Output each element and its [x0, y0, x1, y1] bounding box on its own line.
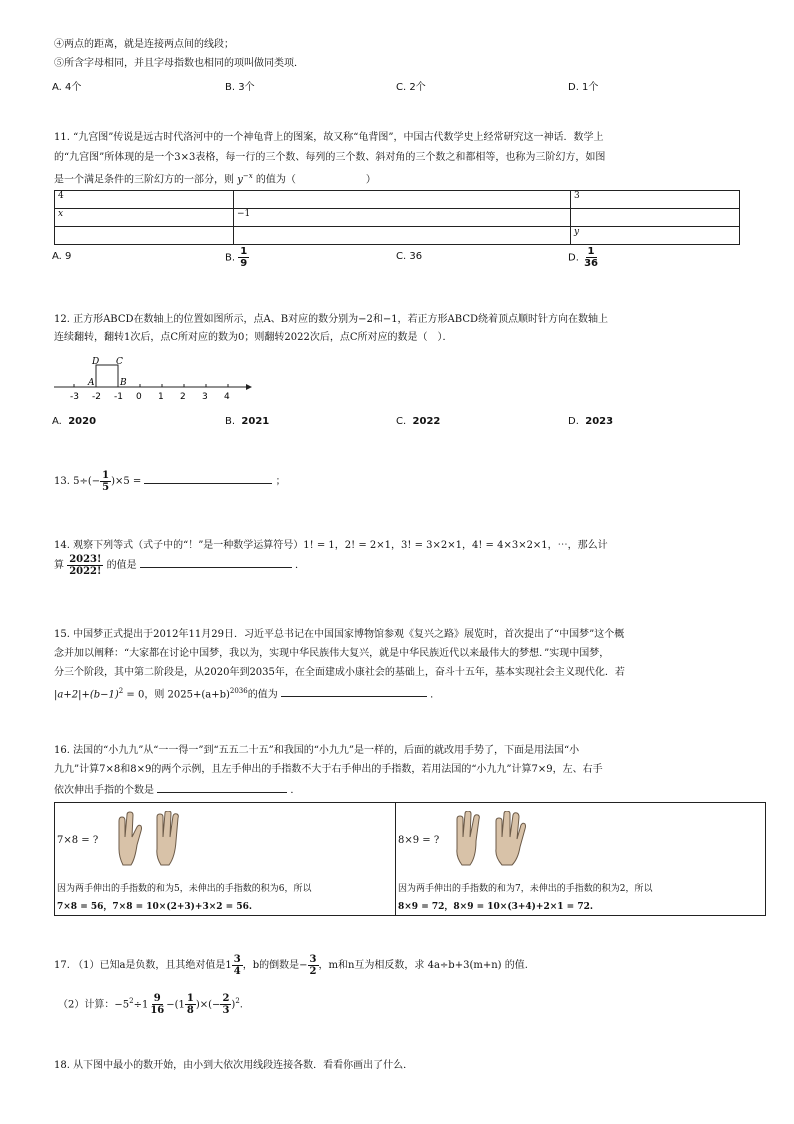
q16-text-line2: 九九”计算7×8和8×9的两个示例，且左手伸出的手指数不大于右手伸出的手指数，若用法国的“小九九”计算7×9，左、右手 — [54, 764, 603, 775]
q17-p1-n2: 3 — [309, 954, 317, 965]
q10-option-c[interactable]: C. 2个 — [396, 82, 426, 93]
q12-label-b: B — [120, 378, 127, 388]
q15-expr-b: = 0，则 2025+(a+b) — [123, 689, 230, 701]
q12-option-b-value: 2021 — [241, 416, 270, 427]
q16-right-explanation-2: 8×9 = 72，8×9 = 10×(3+4)+2×1 = 72. — [398, 902, 593, 912]
q11-option-b-den: 9 — [240, 258, 248, 269]
q11-cell-1-1: −1 — [234, 209, 571, 227]
q11-expr-base: y — [237, 174, 243, 186]
q17-p2-d3: 3 — [222, 1005, 230, 1017]
q15-text-line1: 15. 中国梦正式提出于2012年11月29日．习近平总书记在中国国家博物馆参观《复兴之路》展览时，首次提出了“中国梦”这个概 — [54, 629, 625, 640]
q18-text-line1: 18. 从下图中最小的数开始，由小到大依次用线段连接各数．看看你画出了什么． — [54, 1060, 414, 1071]
q15-end: ． — [430, 689, 441, 701]
q13-suffix: )×5 = — [111, 476, 142, 487]
q11-option-d[interactable] — [568, 246, 600, 269]
q12-tick-label: 3 — [202, 392, 208, 400]
q11-text-line3-b: 的值为（ — [255, 174, 296, 186]
q11-cell-2-1 — [234, 227, 571, 245]
q11-cell-1-2 — [571, 209, 740, 227]
q11-option-d-den: 36 — [584, 258, 598, 269]
q12-tick-label: 0 — [136, 392, 142, 400]
q17-p2-sq2: 2 — [235, 997, 240, 1005]
q12-option-d-label: D. — [568, 416, 579, 427]
hand-icon — [492, 811, 528, 869]
q17-p2-n1: 9 — [153, 993, 161, 1005]
q17-p1-c: ，m和n互为相反数，求 4a÷b+3(m+n) 的值. — [318, 960, 528, 971]
q17-p1-a: 17. （1）已知a是负数，且其绝对值是1 — [54, 960, 232, 971]
q12-tick-label: 4 — [224, 392, 230, 400]
q14-end: ． — [294, 560, 305, 571]
q12-option-a-label: A. — [52, 416, 62, 427]
q14-suffix: 的值是 — [106, 560, 137, 571]
q13-fraction — [100, 470, 111, 493]
hand-icon — [452, 811, 486, 869]
q11-text-line3 — [54, 169, 376, 187]
q10-option-d[interactable]: D. 1个 — [568, 82, 599, 93]
q11-cell-0-1 — [234, 191, 571, 209]
q17-p2-n3: 2 — [222, 993, 230, 1005]
q17-p1-frac2 — [308, 954, 319, 977]
q16-left-explanation-2: 7×8 = 56，7×8 = 10×(2+3)+3×2 = 56. — [57, 902, 252, 912]
q13-end: ； — [275, 476, 286, 487]
q12-axis-arrow — [246, 384, 252, 390]
q17-p1-d2: 2 — [309, 966, 317, 977]
q16-example-right — [396, 803, 765, 915]
q11-option-b[interactable] — [225, 246, 249, 269]
q16-left-equation: 7×8 = ? — [57, 835, 99, 846]
q12-tick-label: -2 — [92, 392, 101, 400]
q17-p2-n2: 1 — [186, 993, 194, 1005]
q16-text-line3 — [54, 781, 300, 798]
q12-option-d-value: 2023 — [585, 416, 614, 427]
q12-option-d[interactable] — [568, 416, 613, 427]
q10-option-b[interactable]: B. 3个 — [225, 82, 255, 93]
q12-option-b-label: B. — [225, 416, 236, 427]
q14-prefix: 算 — [54, 560, 64, 571]
q11-option-a[interactable]: A. 9 — [52, 251, 72, 262]
q14-text-line1: 14. 观察下列等式（式子中的“！”是一种数学运算符号）1! = 1，2! = 2×1，3! = 3×2×1，4! = 4×3×2×1，⋯，那么计 — [54, 540, 608, 551]
q17-part1 — [54, 954, 528, 978]
q11-option-b-label: B. — [225, 252, 236, 264]
q10-statement-5: ⑤所含字母相同，并且字母指数也相同的项叫做同类项． — [54, 58, 304, 69]
q16-end: ． — [290, 785, 301, 796]
q17-p2-frac3 — [220, 993, 231, 1016]
q11-text-line1: 11. “九宫图”传说是远古时代洛河中的一个神龟背上的图案，故又称“龟背图”，中国古代数学史上经常研究这一神话．数学上 — [54, 132, 604, 143]
q12-option-a[interactable] — [52, 416, 96, 427]
q15-expr-exp: 2036 — [229, 687, 248, 695]
q17-p2-sq: 2 — [129, 997, 134, 1005]
q12-label-d: D — [92, 357, 100, 367]
q12-text-line2: 连续翻转，翻转1次后，点C所对应的数为0；则翻转2022次后，点C所对应的数是（ ）． — [54, 332, 453, 343]
q14-fraction — [67, 554, 103, 577]
q11-cell-2-0 — [55, 227, 234, 245]
q17-p2-d1: 16 — [150, 1005, 165, 1017]
q15-text-line2: 念并加以阐释：“大家都在讨论中国梦，我以为，实现中华民族伟大复兴，就是中华民族近代以来最伟大的梦想．”实现中国梦， — [54, 648, 610, 659]
q17-p2-b: ÷1 — [133, 999, 149, 1011]
q17-p2-c: −(1 — [166, 999, 185, 1011]
q11-option-b-fraction — [238, 246, 249, 269]
q17-p1-frac1 — [232, 954, 243, 977]
q12-tick-label: -3 — [70, 392, 79, 400]
q14-den: 2022! — [69, 566, 102, 577]
q11-text-line3-c: ） — [365, 174, 376, 186]
q12-option-b[interactable] — [225, 416, 269, 427]
q15-answer-blank[interactable] — [281, 685, 427, 697]
q12-tick-label: 1 — [158, 392, 164, 400]
q13-den: 5 — [102, 482, 110, 493]
q12-option-c-label: C. — [396, 416, 407, 427]
q17-p1-b: ，b的倒数是− — [242, 960, 308, 971]
q11-text-line2: 的“九宫图”所体现的是一个3×3表格，每一行的三个数、每列的三个数、斜对角的三个数之和都相等，也称为三阶幻方，如图 — [54, 152, 606, 163]
q12-label-a: A — [88, 378, 95, 388]
q16-left-explanation-1: 因为两手伸出的手指数的和为5，未伸出的手指数的积为6，所以 — [57, 884, 312, 894]
q16-answer-blank[interactable] — [157, 781, 287, 793]
q13-prefix: 13. 5÷(− — [54, 476, 101, 487]
q11-cell-0-2: 3 — [571, 191, 740, 209]
q14-answer-blank[interactable] — [140, 556, 292, 568]
q13-answer-blank[interactable] — [144, 472, 272, 484]
q17-p1-d1: 4 — [233, 966, 241, 977]
q16-text-line1: 16. 法国的“小九九”从“一一得一”到“五五二十五”和我国的“小九九”是一样的，后面的就改用手势了，下面是用法国“小 — [54, 745, 580, 756]
q17-part2 — [58, 988, 243, 1018]
q11-cell-2-2: y — [571, 227, 740, 245]
q17-p1-n1: 3 — [233, 954, 241, 965]
q14-text-line2 — [54, 554, 305, 578]
q10-option-a[interactable]: A. 4个 — [52, 82, 82, 93]
q16-line3-text: 依次伸出手指的个数是 — [54, 785, 154, 796]
q17-p2-frac1 — [148, 993, 166, 1016]
q12-text-line1: 12. 正方形ABCD在数轴上的位置如图所示，点A、B对应的数分别为−2和−1，若正方形ABCD绕着顶点顺时针方向在数轴上 — [54, 314, 608, 325]
q15-expr-a: |a+2|+(b−1) — [54, 689, 119, 701]
q12-square-abcd — [96, 365, 118, 387]
q11-option-b-num: 1 — [240, 246, 248, 257]
q13-num: 1 — [102, 470, 110, 481]
q16-example-box — [54, 802, 766, 916]
q11-magic-square — [54, 190, 740, 245]
q12-tick-label: 2 — [180, 392, 186, 400]
q11-text-line3-a: 是一个满足条件的三阶幻方的一部分，则 — [54, 174, 234, 186]
q12-tick-label: -1 — [114, 392, 123, 400]
hand-icon — [151, 811, 185, 869]
q17-p2-frac2 — [185, 993, 196, 1016]
q12-option-c-value: 2022 — [412, 416, 441, 427]
q10-statement-4: ④两点的距离，就是连接两点间的线段； — [54, 39, 234, 50]
q11-cell-1-0: x — [55, 209, 234, 227]
q17-p2-d2: 8 — [186, 1005, 194, 1017]
q15-expr-c: 的值为 — [247, 689, 278, 701]
q14-num: 2023! — [69, 554, 102, 565]
q11-option-d-num: 1 — [587, 246, 595, 257]
q17-p2-e: ) — [231, 999, 236, 1011]
q16-right-equation: 8×9 = ? — [398, 835, 440, 846]
q11-option-d-fraction — [582, 246, 600, 269]
q12-option-a-value: 2020 — [68, 416, 97, 427]
q15-text-line4 — [54, 684, 440, 702]
q11-expr-exp: −x — [242, 172, 253, 180]
q17-p2-a: （2）计算：−5 — [58, 999, 130, 1011]
q15-expr-sq: 2 — [118, 687, 124, 695]
q17-p2-f: . — [239, 999, 243, 1011]
q16-right-explanation-1: 因为两手伸出的手指数的和为7，未伸出的手指数的积为2，所以 — [398, 884, 653, 894]
q15-text-line3: 分三个阶段，其中第二阶段是，从2020年到2035年，在全面建成小康社会的基础上，奋斗十五年，基本实现社会主义现代化．若 — [54, 667, 625, 678]
q17-p2-d: )×(− — [195, 999, 221, 1011]
q12-number-line-figure — [54, 350, 254, 400]
q11-cell-0-0: 4 — [55, 191, 234, 209]
q13-text — [54, 470, 286, 493]
hand-icon — [113, 811, 147, 869]
q11-option-c[interactable]: C. 36 — [396, 251, 423, 262]
q16-example-left — [55, 803, 396, 915]
q12-option-c[interactable] — [396, 416, 440, 427]
q11-option-d-label: D. — [568, 252, 579, 264]
q12-label-c: C — [116, 357, 123, 367]
